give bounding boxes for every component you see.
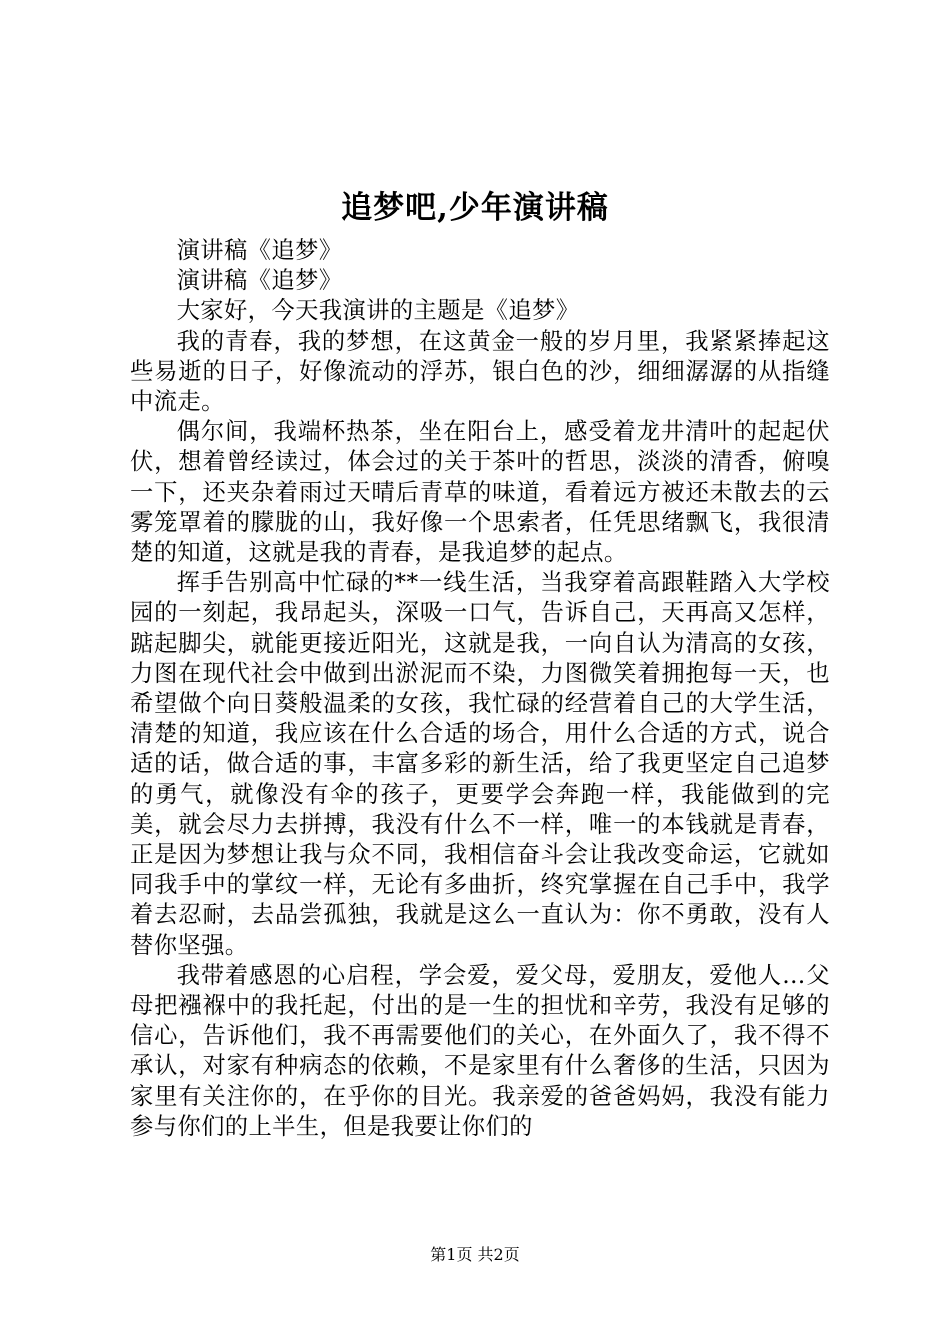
paragraph: 演讲稿《追梦》 xyxy=(176,237,343,264)
page-footer: 第1页 共2页 xyxy=(430,1245,520,1264)
paragraph: 演讲稿《追梦》 xyxy=(176,267,343,295)
paragraph: 挥手告别高中忙碌的**一线生活，当我穿着高跟鞋踏入大学校园的一刻起，我昂起头，深吸一口气，告诉自己，天再高又怎样，踮起脚尖，就能更接近阳光，这就是我，一向自认为清高的女孩，力图在现代社会中做到出淤泥而不染，力图微笑着拥抱每一天，也希望做个向日葵般温柔的女孩，我忙碌的经营着自己的大学生活，清楚的知道，我应该在什么合适的场合，用什么合适的方式，说合适的话，做合适的事，丰富多彩的新生活，给了我更坚定自己追梦的勇气，就像没有伞的孩子，更要学会奔跑一样，我能做到的完美，就会尽力去拼搏，我没有什么不一样，唯一的本钱就是青春，正是因为梦想让我与众不同，我相信奋斗会让我改变命运，它就如同我手中的掌纹一样，无论有多曲折，终究掌握在自己手中，我学着去忍耐，去品尝孤独，我就是这么一直认为：你不勇敢，没有人替你坚强。 xyxy=(130,569,830,959)
paragraph: 我的青春，我的梦想，在这黄金一般的岁月里，我紧紧捧起这些易逝的日子，好像流动的浮苏，银白色的沙，细细潺潺的从指缝中流走。 xyxy=(130,327,830,416)
document-title: 追梦吧,少年演讲稿 xyxy=(341,190,609,226)
document-body xyxy=(130,236,830,1142)
paragraph: 我带着感恩的心启程，学会爱，爱父母，爱朋友，爱他人…父母把襁褓中的我托起，付出的是一生的担忧和辛劳，我没有足够的信心，告诉他们，我不再需要他们的关心，在外面久了，我不得不承认，对家有种病态的依赖，不是家里有什么奢侈的生活，只因为家里有关注你的，在乎你的目光。我亲爱的爸爸妈妈，我没有能力参与你们的上半生，但是我要让你们的 xyxy=(130,961,830,1140)
paragraph: 大家好，今天我演讲的主题是《追梦》 xyxy=(176,297,580,325)
paragraph: 偶尔间，我端杯热茶，坐在阳台上，感受着龙井清叶的起起伏伏，想着曾经读过，体会过的关于茶叶的哲思，淡淡的清香，俯嗅一下，还夹杂着雨过天晴后青草的味道，看着远方被还未散去的云雾笼罩着的朦胧的山，我好像一个思索者，任凭思绪飘飞，我很清楚的知道，这就是我的青春，是我追梦的起点。 xyxy=(130,418,830,567)
